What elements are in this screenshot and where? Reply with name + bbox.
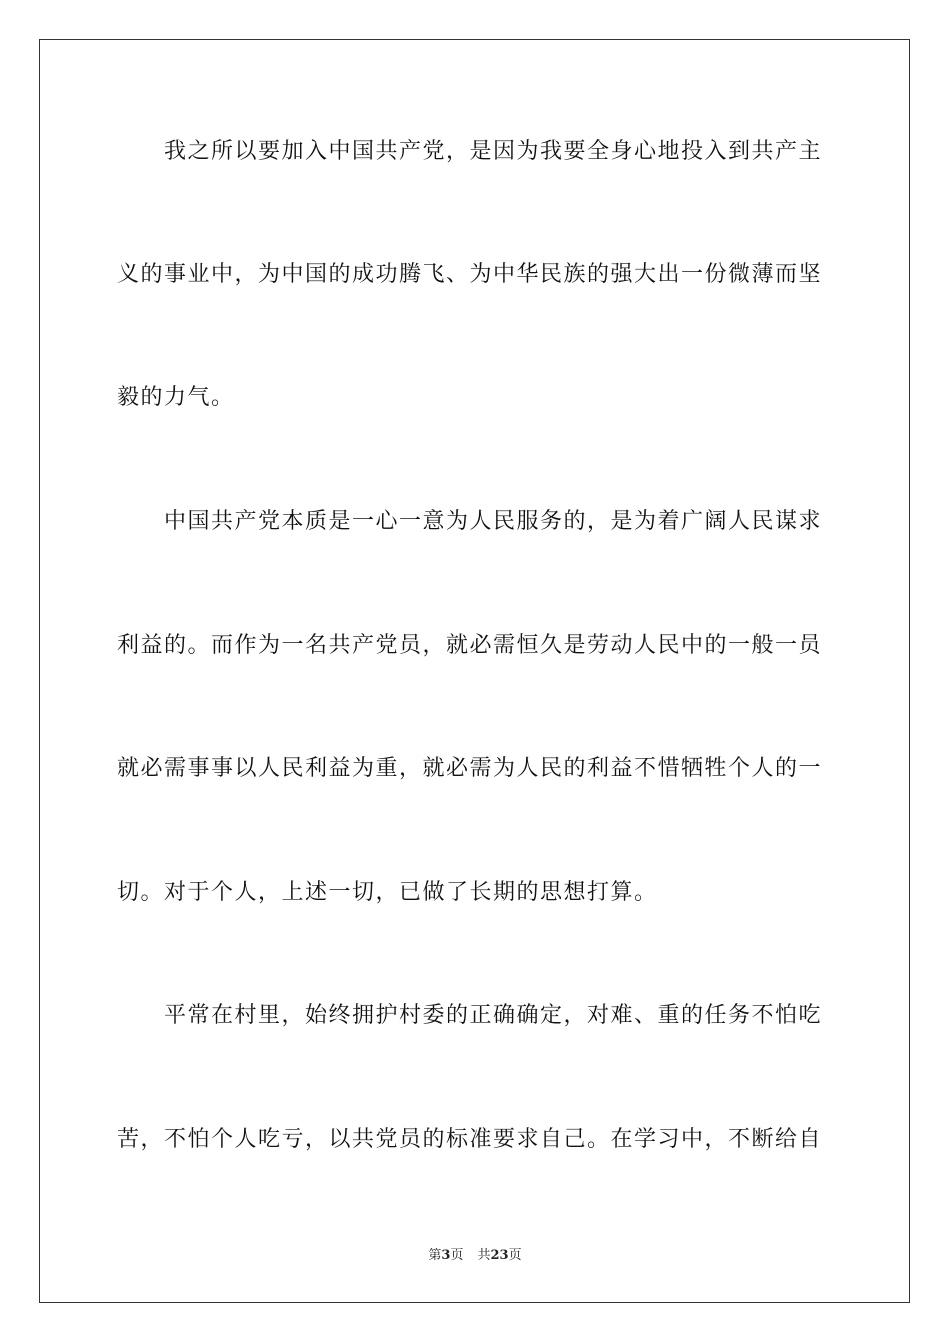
paragraph-1-line-2: 义的事业中，为中国的成功腾飞、为中华民族的强大出一份微薄而坚 [117,262,823,287]
paragraph-2-line-3: 就必需事事以人民利益为重，就必需为人民的利益不惜牺牲个人的一 [117,756,823,781]
paragraph-1-line-3: 毅的力气。 [117,385,235,410]
paragraph-1-line-1: 我之所以要加入中国共产党，是因为我要全身心地投入到共产主 [117,139,823,164]
paragraph-2-line-1: 中国共产党本质是一心一意为人民服务的，是为着广阔人民谋求 [117,509,823,534]
paragraph-2-line-4: 切。对于个人，上述一切，已做了长期的思想打算。 [117,880,658,905]
page-footer [0,1247,950,1265]
paragraph-3-line-2: 苦，不怕个人吃亏，以共党员的标准要求自己。在学习中，不断给自 [117,1127,823,1152]
page-number: 3 [441,1248,451,1263]
page-prefix: 第 [428,1248,442,1263]
total-prefix: 共 [477,1248,491,1263]
total-suffix: 页 [508,1248,522,1263]
total-pages: 23 [490,1248,509,1263]
page-border [39,39,910,1303]
page-suffix: 页 [450,1248,464,1263]
paragraph-3-line-1: 平常在村里，始终拥护村委的正确确定，对难、重的任务不怕吃 [117,1003,823,1028]
paragraph-2-line-2: 利益的。而作为一名共产党员，就必需恒久是劳动人民中的一般一员 [117,633,823,658]
